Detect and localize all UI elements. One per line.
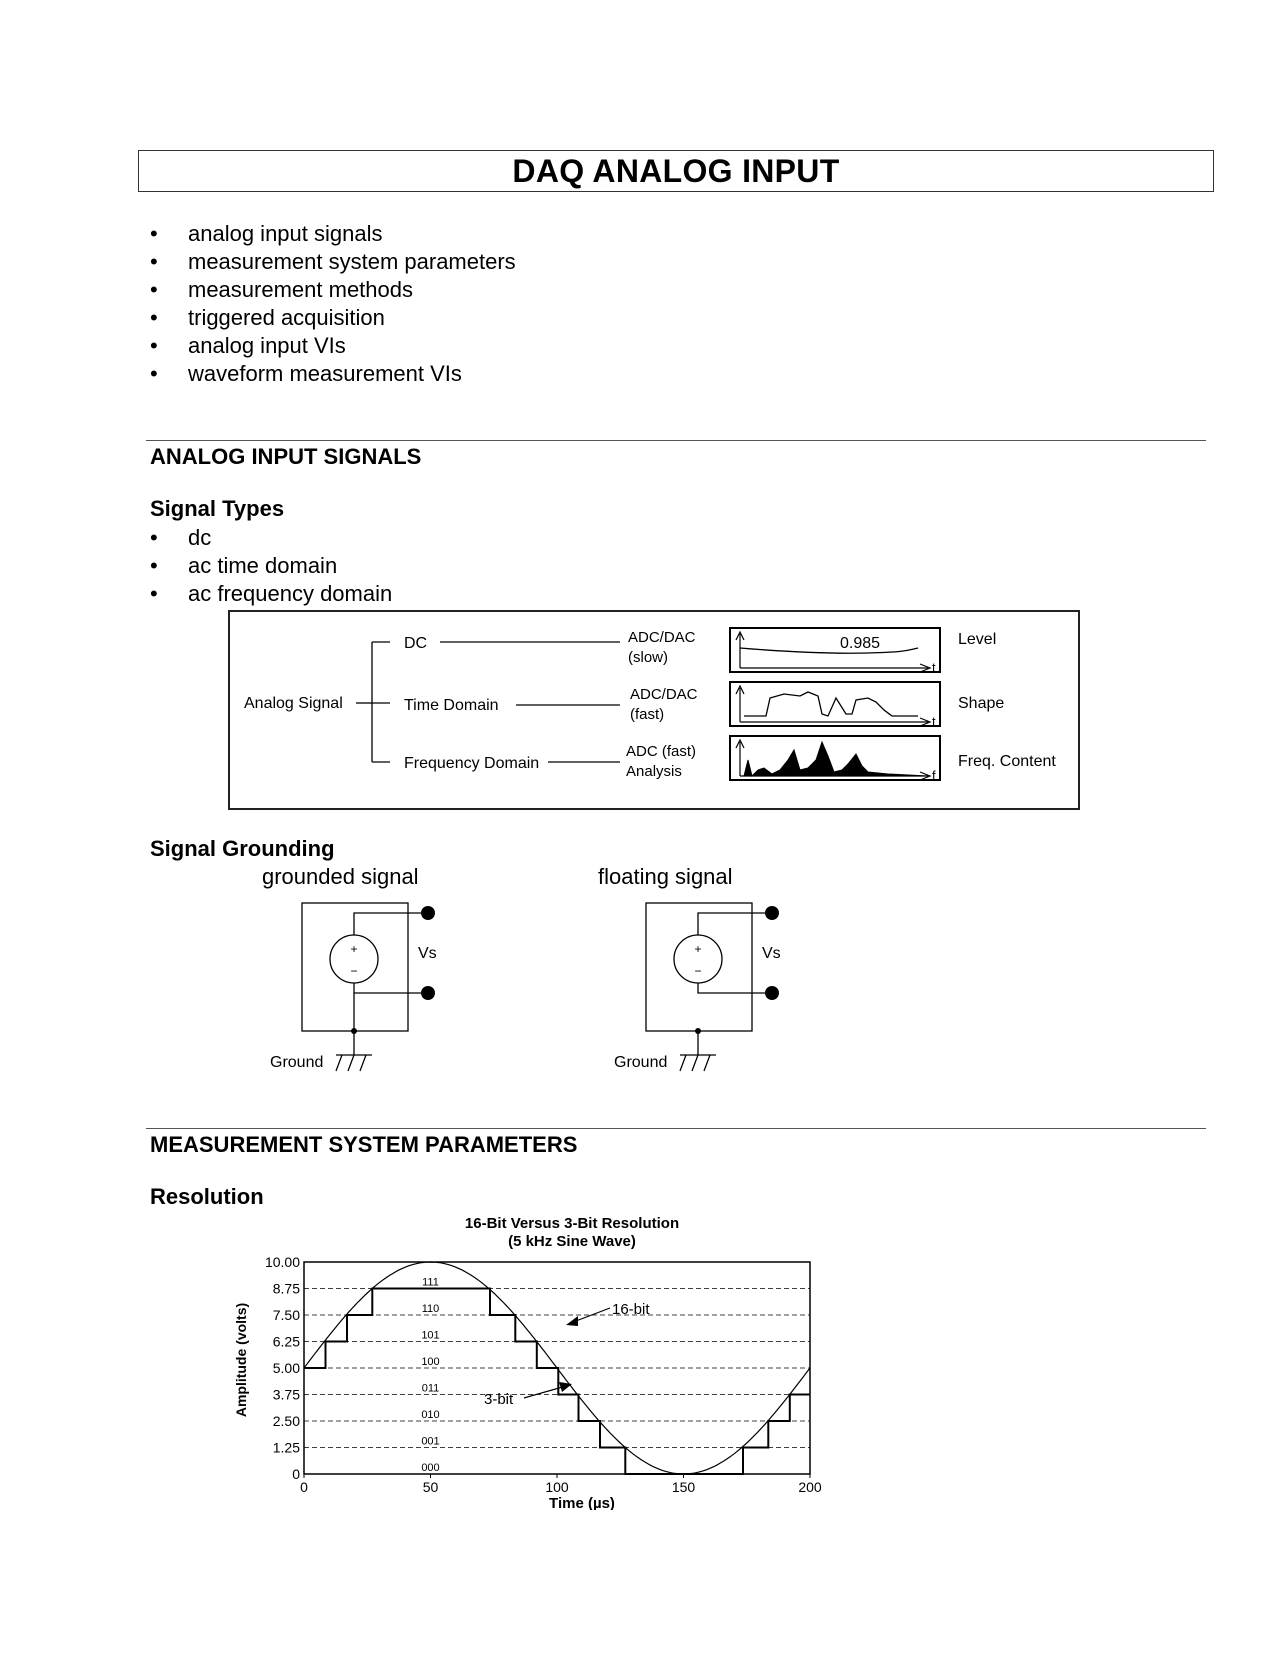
resolution-chart <box>226 1210 876 1510</box>
y-tick-label: 2.50 <box>272 1413 300 1429</box>
x-tick-label: 150 <box>671 1479 696 1495</box>
title-box <box>138 150 1214 192</box>
code-label: 010 <box>421 1409 440 1421</box>
branch-time-label: Time Domain <box>404 697 499 714</box>
svg-text:+: + <box>694 942 702 956</box>
hw-freq-line1: ADC (fast) <box>626 743 697 760</box>
analog-signal-label: Analog Signal <box>244 695 343 712</box>
x-tick-label: 100 <box>545 1479 569 1495</box>
signal-type-item: • ac frequency domain <box>150 580 392 608</box>
floating-signal-diagram <box>606 895 806 1080</box>
page-title: DAQ ANALOG INPUT <box>512 152 840 189</box>
signal-type-item: • dc <box>150 524 392 552</box>
floating-signal-label: floating signal <box>598 864 733 889</box>
topic-item: • analog input VIs <box>150 332 516 360</box>
y-tick-label: 7.50 <box>272 1307 300 1323</box>
y-tick-label: 3.75 <box>272 1386 300 1403</box>
vs-label: Vs <box>418 945 437 962</box>
code-label: 001 <box>421 1435 440 1448</box>
chart-x-label: Time (µs) <box>549 1495 615 1510</box>
signal-types-diagram <box>228 610 1080 810</box>
freq-axis-label: f <box>932 768 936 783</box>
series-3-bit-line <box>304 1289 810 1475</box>
code-label: 101 <box>421 1329 440 1342</box>
y-tick-label: 0 <box>292 1466 300 1482</box>
chart-title: 16-Bit Versus 3-Bit Resolution <box>464 1215 680 1232</box>
svg-text:−: − <box>350 964 358 978</box>
level-readout: 0.985 <box>840 635 881 652</box>
x-tick-label: 0 <box>300 1479 308 1495</box>
grounded-signal-label: grounded signal <box>262 864 419 889</box>
signal-grounding-heading: Signal Grounding <box>150 836 335 861</box>
annotation-16-bit: 16-bit <box>612 1301 650 1318</box>
branch-dc-label: DC <box>404 635 428 652</box>
code-label: 110 <box>421 1303 440 1315</box>
output-level-label: Level <box>958 631 997 648</box>
section-divider <box>146 440 1206 441</box>
output-shape-label: Shape <box>958 695 1005 712</box>
shape-trace <box>744 692 918 716</box>
terminal-negative <box>765 986 779 1000</box>
code-label: 000 <box>421 1462 440 1474</box>
code-label: 011 <box>421 1382 440 1395</box>
ground-label: Ground <box>614 1054 668 1071</box>
x-tick-label: 50 <box>422 1479 439 1495</box>
y-tick-label: 10.00 <box>264 1254 300 1270</box>
terminal-positive <box>765 906 779 920</box>
level-axis-label: t <box>932 660 936 675</box>
code-label: 100 <box>421 1356 440 1368</box>
terminal-positive <box>421 906 435 920</box>
terminal-negative <box>421 986 435 1000</box>
branch-freq-label: Frequency Domain <box>404 755 540 772</box>
svg-text:−: − <box>694 964 702 978</box>
y-tick-label: 8.75 <box>272 1280 300 1297</box>
topic-item: • waveform measurement VIs <box>150 360 516 388</box>
hw-time-line1: ADC/DAC <box>630 686 698 703</box>
section-divider <box>146 1128 1206 1129</box>
topic-item: • measurement system parameters <box>150 248 516 276</box>
chart-y-label: Amplitude (volts) <box>233 1302 249 1418</box>
ground-label: Ground <box>270 1054 324 1071</box>
code-label: 111 <box>422 1276 439 1289</box>
svg-text:+: + <box>350 942 358 956</box>
grounded-signal-diagram <box>262 895 462 1080</box>
topic-item: • triggered acquisition <box>150 304 516 332</box>
section-heading-analog-input: ANALOG INPUT SIGNALS <box>150 444 422 469</box>
level-trace <box>740 648 918 653</box>
topic-list <box>150 220 516 388</box>
annotation-3-bit: 3-bit <box>484 1391 514 1408</box>
topic-item: • measurement methods <box>150 276 516 304</box>
x-tick-label: 200 <box>798 1479 822 1495</box>
y-tick-label: 6.25 <box>272 1333 300 1350</box>
freq-spectrum <box>744 742 928 776</box>
output-freq-label: Freq. Content <box>958 753 1056 770</box>
hw-time-line2: (fast) <box>630 706 665 723</box>
y-tick-label: 1.25 <box>272 1439 300 1456</box>
hw-dc-line2: (slow) <box>628 649 668 666</box>
signal-types-heading: Signal Types <box>150 496 285 521</box>
y-tick-label: 5.00 <box>272 1360 300 1376</box>
vs-label: Vs <box>762 945 781 962</box>
shape-plot-box <box>730 682 940 726</box>
hw-freq-line2: Analysis <box>626 763 682 780</box>
signal-types-list <box>150 524 392 608</box>
chart-subtitle: (5 kHz Sine Wave) <box>508 1233 636 1250</box>
shape-axis-label: t <box>932 714 936 729</box>
signal-type-item: • ac time domain <box>150 552 392 580</box>
section-heading-measurement: MEASUREMENT SYSTEM PARAMETERS <box>150 1132 578 1157</box>
topic-item: • analog input signals <box>150 220 516 248</box>
resolution-heading: Resolution <box>150 1184 264 1209</box>
hw-dc-line1: ADC/DAC <box>628 629 696 646</box>
